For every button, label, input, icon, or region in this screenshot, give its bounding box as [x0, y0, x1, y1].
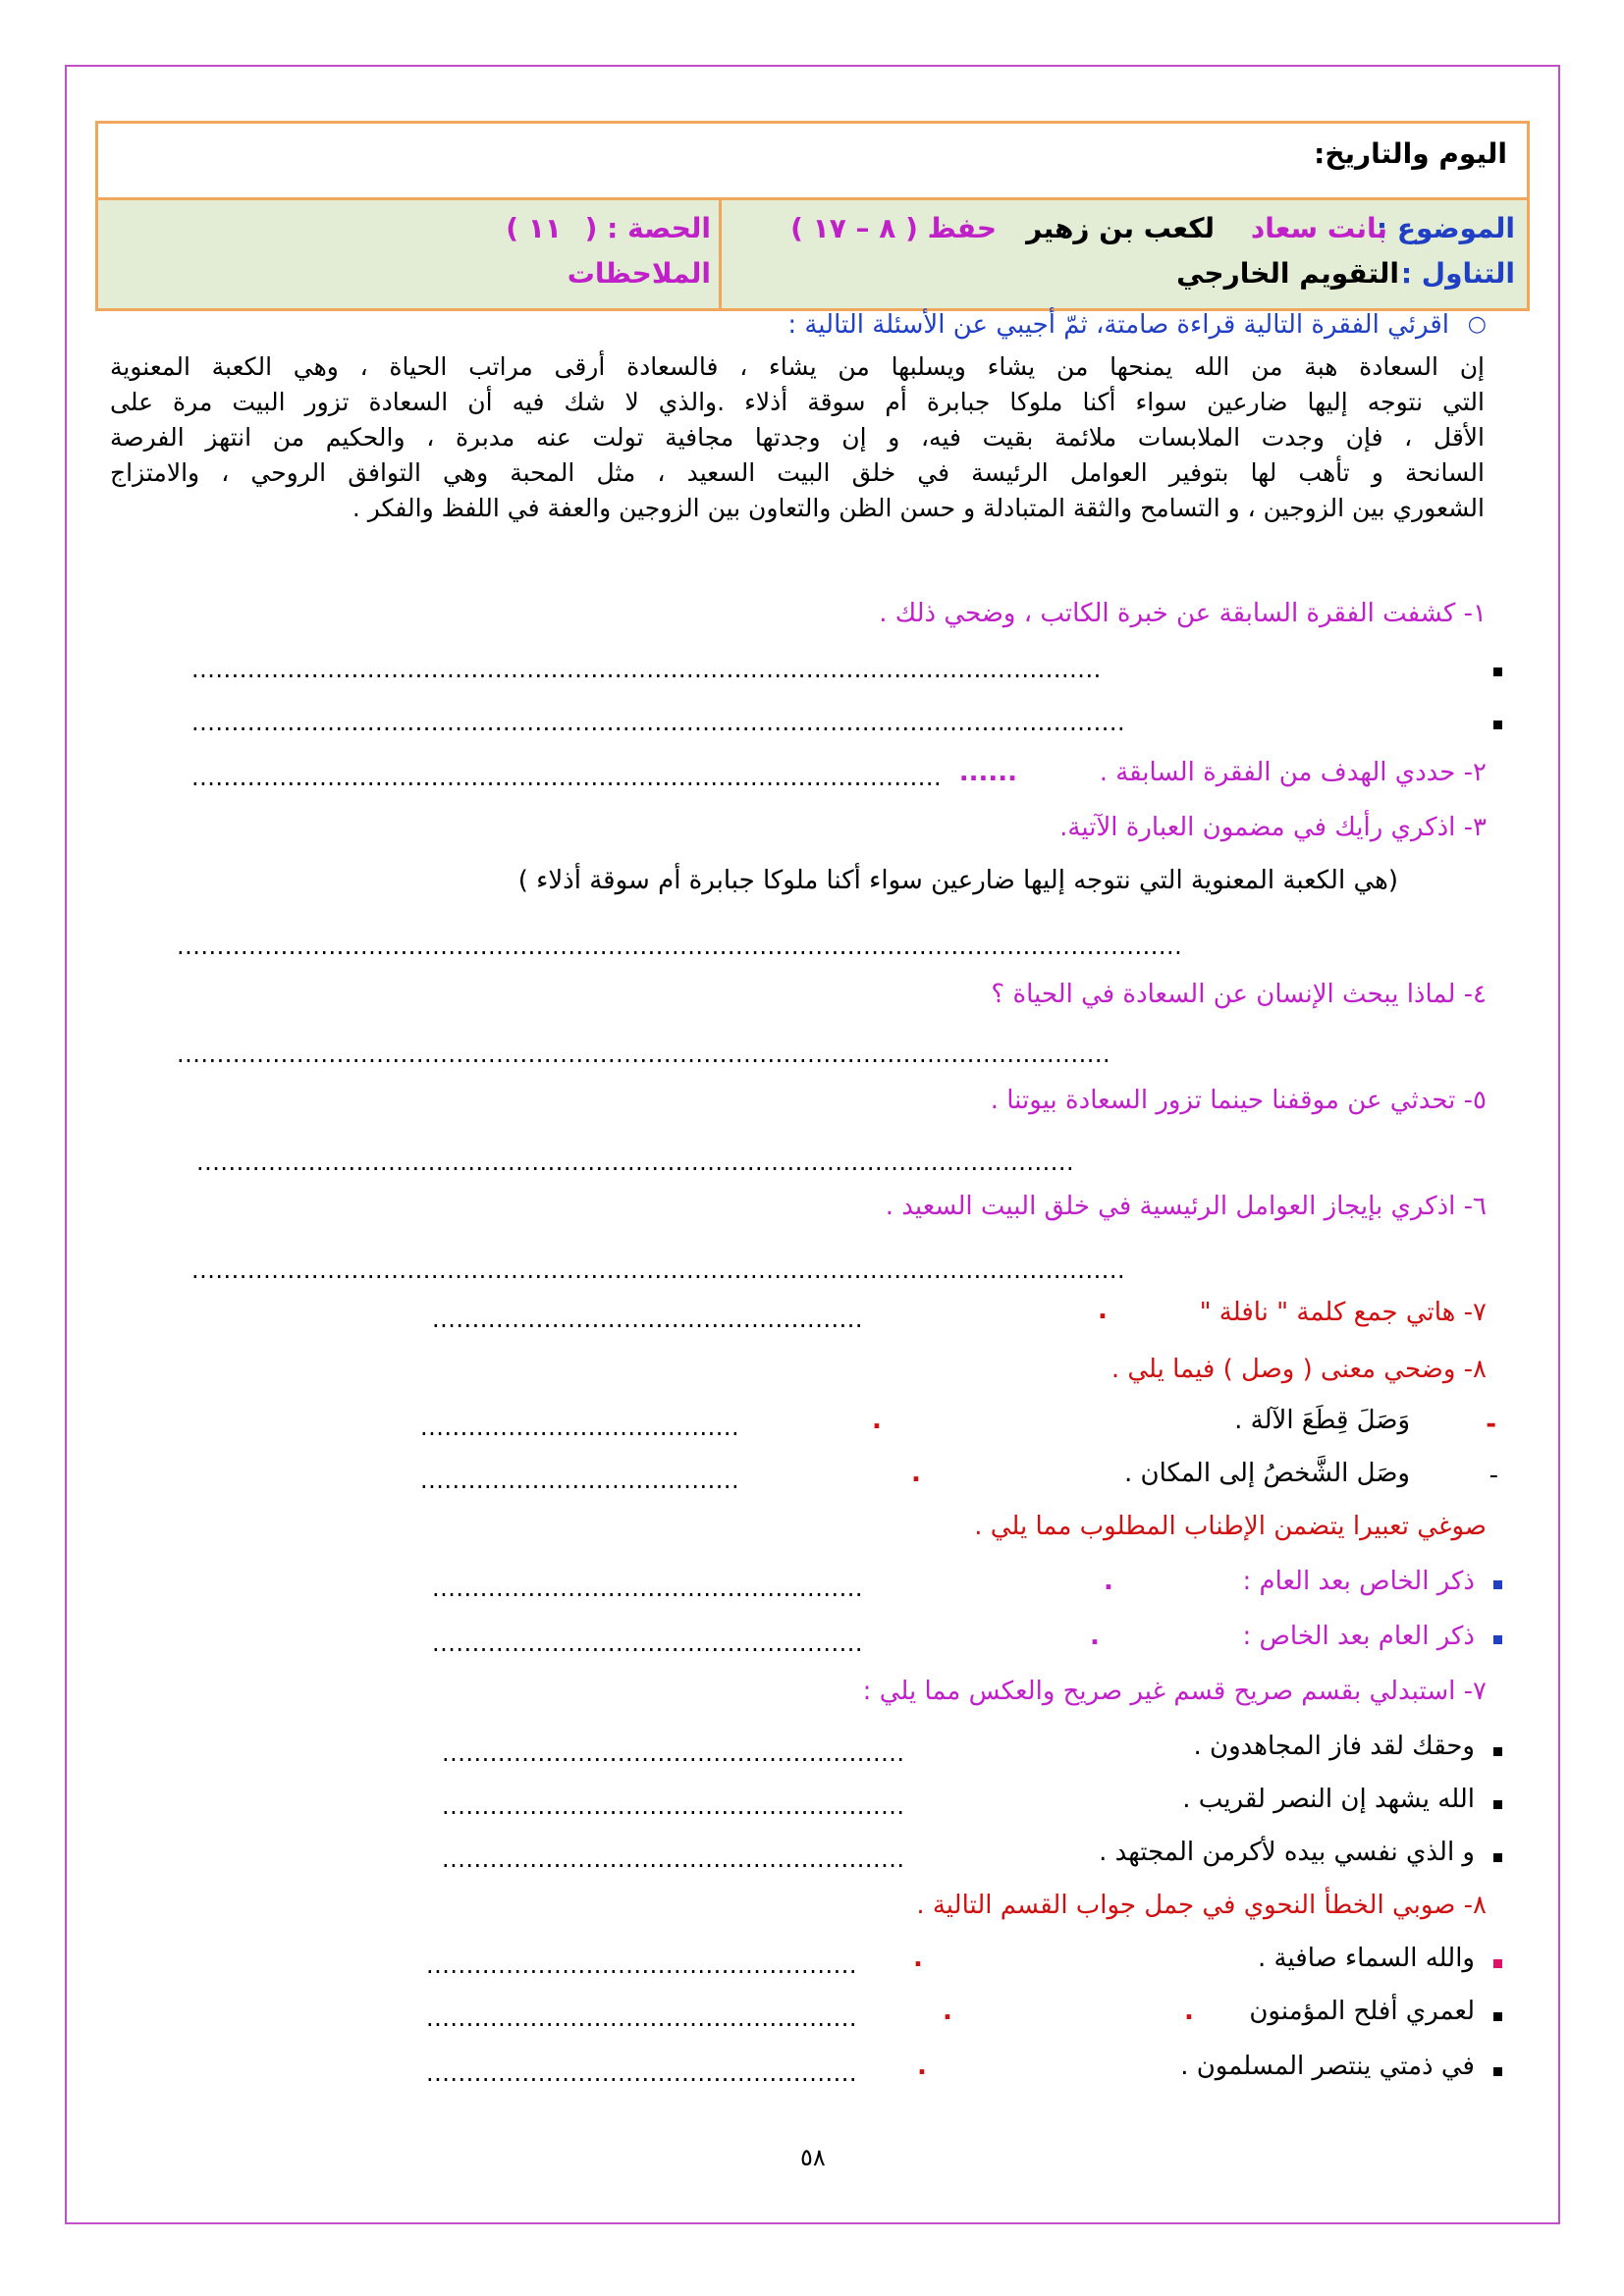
question-7b: ٧- استبدلي بقسم صريح قسم غير صريح والعكس مما يلي :	[862, 1677, 1487, 1706]
answer-line[interactable]: .....................................................................................................................	[177, 1041, 1111, 1068]
paragraph-line: السانحة و تأهب لها بتوفير العوامل الرئيسة في خلق البيت السعيد ، مثل المحبة وهي التوافق الروحي ، والامتزاج	[110, 458, 1485, 487]
answer-line[interactable]: ......................................................	[426, 2059, 857, 2087]
answer-line[interactable]: ......................................................	[432, 1575, 863, 1602]
dash-icon: -	[1489, 1461, 1498, 1490]
subject-value: بانت سعاد	[1250, 212, 1387, 244]
answer-line[interactable]: ..............................................................................................................	[196, 1148, 1075, 1176]
question-8-item: وصَل الشَّخصُ إلى المكان .	[1124, 1459, 1410, 1488]
separator-dot: .	[1090, 1622, 1100, 1651]
paragraph-line: الشعوري بين الزوجين ، و التسامح والثقة المتبادلة و حسن الظن والتعاون بين الزوجين والعفة في اللفظ والفكر .	[352, 494, 1485, 522]
separator-dot: .	[1104, 1567, 1113, 1596]
passage-paragraph	[110, 349, 1485, 526]
bullet-icon	[1493, 1747, 1502, 1756]
subject-label: الموضوع :	[1376, 212, 1515, 244]
header-date-row	[98, 124, 1527, 200]
instruction: اقرئي الفقرة التالية قراءة صامتة، ثمّ أجيبي عن الأسئلة التالية :	[787, 310, 1449, 340]
question-4: ٤- لماذا يبحث الإنسان عن السعادة في الحياة ؟	[991, 980, 1487, 1009]
correction-item: والله السماء صافية .	[1257, 1944, 1475, 1973]
separator-dot: .	[911, 1459, 921, 1488]
topic-value: التقويم الخارجي	[1176, 257, 1399, 290]
oath-item: و الذي نفسي بيده لأكرمن المجتهد .	[1099, 1838, 1475, 1867]
separator-dot: .	[1098, 1296, 1108, 1325]
correction-item: لعمري أفلح المؤمنون	[1249, 1997, 1475, 2026]
answer-line[interactable]: ........................................	[420, 1414, 740, 1441]
period-label: الحصة : (	[584, 212, 711, 244]
oath-item: الله يشهد إن النصر لقريب .	[1182, 1785, 1475, 1814]
question-6: ٦- اذكري بإيجاز العوامل الرئيسية في خلق البيت السعيد .	[885, 1192, 1487, 1221]
period-value: ١١ )	[506, 212, 562, 244]
bullet-icon	[1493, 2067, 1502, 2076]
separator-dot: .	[1184, 1997, 1194, 2026]
answer-line[interactable]: ..............................................................................................................................	[177, 933, 1183, 960]
notes-label: الملاحظات	[567, 257, 711, 290]
bullet-icon	[1493, 2012, 1502, 2021]
dash-icon: -	[1486, 1410, 1496, 1439]
question-5: ٥- تحدثي عن موقفنا حينما تزور السعادة بيوتنا .	[990, 1086, 1487, 1115]
question-7: ٧- هاتي جمع كلمة " نافلة "	[1199, 1298, 1487, 1327]
answer-line[interactable]: .....................................................................................................................	[191, 1256, 1126, 1284]
header-table	[95, 121, 1530, 311]
author: لكعب بن زهير	[1026, 212, 1215, 244]
paragraph-line: إن السعادة هبة من الله يمنحها من يشاء ويسلبها من يشاء ، فالسعادة أرقى مراتب الحياة ، وهي الكعبة المعنوية	[110, 352, 1485, 381]
answer-line[interactable]: ......................................................	[432, 1306, 863, 1333]
oath-item: وحقك لقد فاز المجاهدون .	[1193, 1732, 1475, 1761]
bullet-icon	[1493, 667, 1502, 676]
question-1: ١- كشفت الفقرة السابقة عن خبرة الكاتب ، وضحي ذلك .	[879, 599, 1487, 628]
question-3: ٣- اذكري رأيك في مضمون العبارة الآتية.	[1059, 813, 1487, 842]
question-3-quote: (هي الكعبة المعنوية التي نتوجه إليها ضارعين سواء أكنا ملوكا جبابرة أم سوقة أذلاء )	[517, 866, 1398, 895]
paragraph-line: التي نتوجه إليها ضارعين سواء أكنا ملوكا جبابرة أم سوقة أذلاء .والذي لا شك فيه أن السعادة تزور البيت مرة على	[110, 388, 1485, 416]
day-date-label: اليوم والتاريخ:	[1314, 137, 1507, 170]
answer-line[interactable]: ......................................................	[426, 2004, 857, 2032]
question-8b: ٨- صوبي الخطأ النحوي في جمل جواب القسم التالية .	[916, 1891, 1487, 1920]
bullet-icon	[1493, 1580, 1502, 1589]
question-8: ٨- وضحي معنى ( وصل ) فيما يلي .	[1110, 1355, 1487, 1384]
bullet-icon	[1493, 1853, 1502, 1862]
header-period-cell	[98, 200, 719, 308]
header-info-row	[98, 200, 1527, 308]
answer-line[interactable]: ......................................................	[432, 1629, 863, 1657]
page-number: ٥٨	[800, 2144, 826, 2171]
answer-line[interactable]: ........................................	[420, 1467, 740, 1494]
answer-line[interactable]: ......................................................	[426, 1951, 857, 1979]
answer-line[interactable]: ..........................................................	[442, 1792, 905, 1820]
bullet-icon	[1493, 1800, 1502, 1809]
bullet-icon	[1493, 721, 1502, 729]
correction-item: في ذمتي ينتصر المسلمون .	[1180, 2052, 1475, 2081]
answer-line[interactable]: ..........................................................	[442, 1739, 905, 1767]
answer-line[interactable]: ..................................................................................................................	[191, 656, 1102, 683]
answer-line[interactable]: ..........................................................	[442, 1845, 905, 1873]
itnab-instruction: صوغي تعبيرا يتضمن الإطناب المطلوب مما يلي .	[974, 1512, 1487, 1541]
answer-line[interactable]: ..............................................................................................	[191, 764, 943, 791]
question-2-dots: ......	[958, 758, 1017, 787]
separator-dot: .	[872, 1406, 882, 1435]
circle-bullet-icon: ○	[1467, 312, 1487, 337]
topic-label: التناول :	[1400, 257, 1515, 290]
header-subject-cell	[719, 200, 1527, 308]
question-8-item: وَصَلَ قِطَعَ الآلة .	[1234, 1406, 1410, 1435]
itnab-item: ذكر العام بعد الخاص :	[1242, 1622, 1475, 1651]
paragraph-line: الأقل ، فإن وجدت الملابسات ملائمة بقيت فيه، و إن وجدتها مجافية تولت عنه مدبرة ، والحكيم من انتهز الفرصة	[110, 423, 1485, 452]
bullet-icon	[1493, 1635, 1502, 1644]
bullet-icon	[1493, 1959, 1502, 1968]
separator-dot: .	[943, 1997, 952, 2026]
question-2: ٢- حددي الهدف من الفقرة السابقة .	[1099, 758, 1487, 787]
answer-line[interactable]: .....................................................................................................................	[191, 709, 1126, 736]
separator-dot: .	[917, 2052, 927, 2081]
memorize-range: حفظ ( ٨ – ١٧ )	[790, 212, 997, 244]
separator-dot: .	[913, 1944, 923, 1973]
itnab-item: ذكر الخاص بعد العام :	[1242, 1567, 1475, 1596]
